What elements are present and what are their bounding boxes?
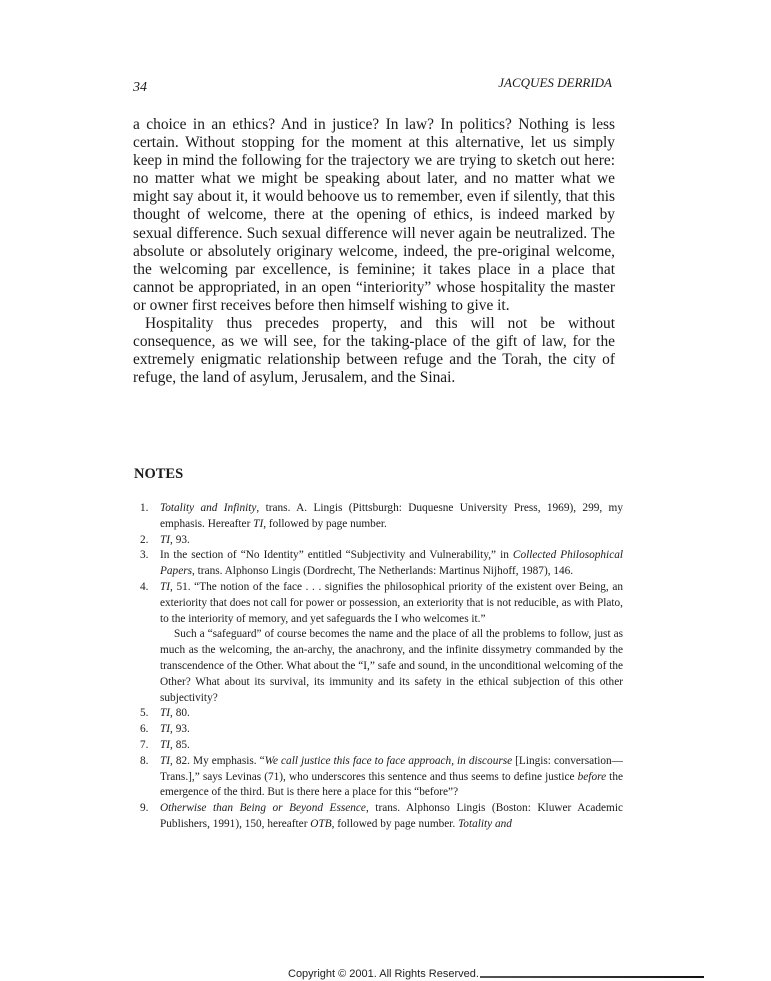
note-item — [140, 533, 623, 549]
note-item — [140, 548, 623, 580]
note-number: 8. — [140, 754, 149, 767]
notes-heading: NOTES — [134, 466, 184, 482]
note-text: TI, 93. — [160, 723, 190, 736]
note-item — [140, 722, 623, 738]
note-item — [140, 754, 623, 801]
note-item — [140, 706, 623, 722]
note-number: 7. — [140, 738, 149, 751]
note-item — [140, 580, 623, 706]
note-text: Otherwise than Being or Beyond Essence, trans. Alphonso Lingis (Boston: Kluwer Academic Publishers, 1991), 150, hereafter OTB, followed by page number. Totality and — [160, 802, 623, 830]
note-text: TI, 80. — [160, 707, 190, 720]
note-text: TI, 51. “The notion of the face . . . signifies the philosophical priority of the existent over Being, an exteriority that does not call for power or possession, an exteriority that is not reducible, as with Plato, to the interiority of memory, and yet safeguards the I who welcomes it.” — [160, 580, 623, 625]
footer-rule — [480, 976, 704, 978]
copyright-footer: Copyright © 2001. All Rights Reserved. — [288, 968, 479, 980]
note-number: 2. — [140, 533, 149, 546]
note-number: 4. — [140, 580, 149, 593]
note-number: 5. — [140, 707, 149, 720]
note-text: Totality and Infinity, trans. A. Lingis (Pittsburgh: Duquesne University Press, 1969), 299, my emphasis. Hereafter TI, followed by page number. — [160, 502, 623, 530]
note-number: 6. — [140, 723, 149, 736]
note-text: TI, 93. — [160, 533, 190, 546]
notes-list — [140, 501, 623, 833]
running-head: JACQUES DERRIDA — [498, 75, 612, 90]
body-text — [133, 116, 615, 387]
page-number: 34 — [133, 80, 147, 95]
note-number: 3. — [140, 549, 149, 562]
note-item — [140, 738, 623, 754]
note-text: TI, 82. My emphasis. “We call justice this face to face approach, in discourse [Lingis: conversation—Trans.],” says Levinas (71), who underscores this sentence and thus seems to define justice before the emergence of the third. But is there here a place for this “before”? — [160, 754, 623, 799]
note-continuation: Such a “safeguard” of course becomes the name and the place of all the problems to follow, just as much as the welcoming, the an-archy, the anachrony, and the infinite dissymetry commanded by the transcendence of the Other. What about the “I,” safe and sound, in the unconditional welcoming of the Other? What about its survival, its immunity and its safety in the ethical subjection of this other subjectivity? — [160, 628, 623, 704]
note-text: In the section of “No Identity” entitled “Subjectivity and Vulnerability,” in Collected Philosophical Papers, trans. Alphonso Lingis (Dordrecht, The Netherlands: Martinus Nijhoff, 1987), 146. — [160, 549, 623, 578]
body-paragraph: Hospitality thus precedes property, and this will not be without consequence, as we will see, for the taking-place of the gift of law, for the extremely enigmatic relationship between refuge and the Torah, the city of refuge, the land of asylum, Jerusalem, and the Sinai. — [133, 315, 615, 387]
note-item — [140, 801, 623, 833]
note-item — [140, 501, 623, 533]
body-paragraph: a choice in an ethics? And in justice? In law? In politics? Nothing is less certain. Without stopping for the moment at this alternative, let us simply keep in mind the following for the trajectory we are trying to sketch out here: no matter what we might be speaking about later, and no matter what we might say about it, it would behoove us to remember, even if silently, that this thought of welcome, there at the opening of ethics, is indeed marked by sexual difference. Such sexual difference will never again be neutralized. The absolute or absolutely originary welcome, indeed, the pre-original welcome, the welcoming par excellence, is feminine; it takes place in a place that cannot be appropriated, in an open “interiority” whose hospitality the master or owner first receives before then himself wishing to give it. — [133, 116, 615, 314]
note-text: TI, 85. — [160, 738, 190, 751]
note-number: 9. — [140, 802, 149, 815]
note-number: 1. — [140, 502, 149, 514]
